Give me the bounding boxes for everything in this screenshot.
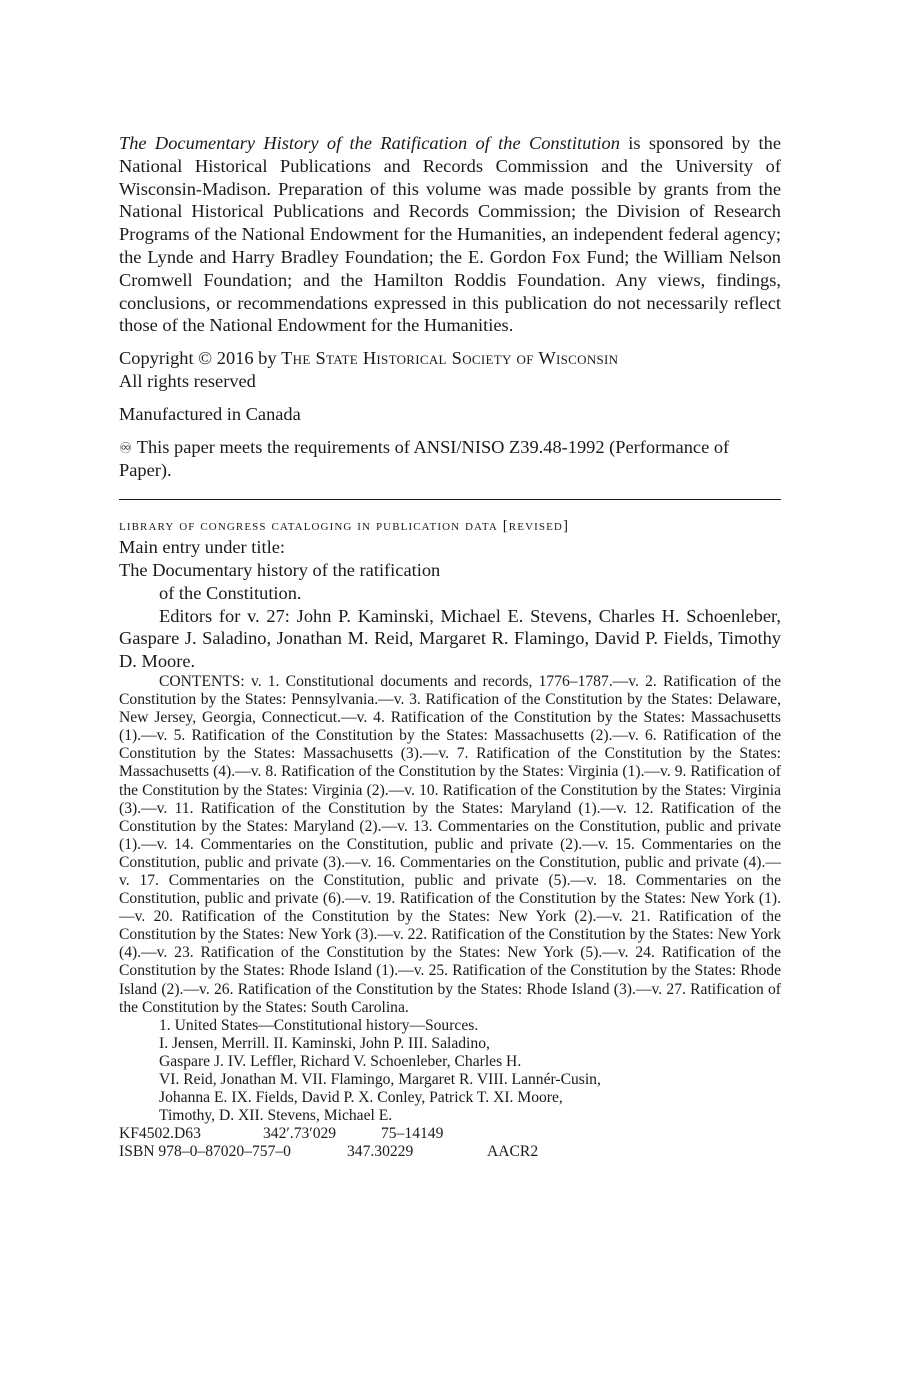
title-line-2: of the Constitution. xyxy=(159,582,302,603)
title-line-1: The Documentary history of the ratification xyxy=(119,559,441,580)
lccn: 75–14149 xyxy=(381,1125,444,1143)
added-entry-line: I. Jensen, Merrill. II. Kaminski, John P. III. Saladino, xyxy=(159,1034,490,1052)
added-entry-line: Gaspare J. IV. Leffler, Richard V. Schoenleber, Charles H. xyxy=(159,1052,522,1070)
rights-reserved: All rights reserved xyxy=(119,370,256,391)
copyright-line: Copyright © 2016 by xyxy=(119,348,282,369)
manufactured-line: Manufactured in Canada xyxy=(119,403,301,424)
series-title: The Documentary History of the Ratification of the Constitution xyxy=(119,133,620,153)
copyright-page xyxy=(119,132,781,1161)
sponsor-text: is sponsored by the National Historical Publications and Records Commission and the University of Wisconsin-Madison. Preparation of this volume was made possible by grants from the National Historical Publications and Records Commission; the Division of Research Programs of the National Endowment for the Humanities, an independent federal agency; the Lynde and Harry Bradley Foundation; the E. Gordon Fox Fund; the William Nelson Cromwell Foundation; and the Hamilton Roddis Foundation. Any views, findings, conclusions, or recommendations expressed in this publication do not necessarily reflect those of the National Endowment for the Humanities. xyxy=(119,133,782,336)
paper-notice xyxy=(119,436,781,483)
infinity-paper-icon: ♾ xyxy=(119,438,133,457)
added-entry-line: Johanna E. IX. Fields, David P. X. Conley, Patrick T. XI. Moore, xyxy=(159,1089,563,1107)
classification-row xyxy=(119,1125,781,1143)
added-entry-line: VI. Reid, Jonathan M. VII. Flamingo, Margaret R. VIII. Lannér-Cusin, xyxy=(159,1071,601,1088)
sponsor-paragraph xyxy=(119,132,781,337)
isbn-row xyxy=(119,1143,781,1161)
cataloging-rules: AACR2 xyxy=(487,1143,539,1161)
subject-heading: 1. United States—Constitutional history—Sources. xyxy=(159,1016,479,1034)
isbn: ISBN 978–0–87020–757–0 xyxy=(119,1143,291,1161)
cip-heading: library of congress cataloging in publication data [revised] xyxy=(119,518,570,535)
section-divider xyxy=(119,499,781,500)
lc-call-number: KF4502.D63 xyxy=(119,1125,201,1143)
contents-note: CONTENTS: v. 1. Constitutional documents and records, 1776–1787.—v. 2. Ratification of the Constitution by the States: Pennsylvania.—v. 3. Ratification of the Constitution by the States: Delaware, New Jersey, Georgia, Connecticut.—v. 4. Ratification of the Constitution by the States: Massachusetts (1).—v. 5. Ratification of the Constitution by the States: Massachusetts (2).—v. 6. Ratification of the Constitution by the States: Massachusetts (3).—v. 7. Ratification of the Constitution by the States: Massachusetts (4).—v. 8. Ratification of the Constitution by the States: Virginia (1).—v. 9. Ratification of the Constitution by the States: Virginia (2).—v. 10. Ratification of the Constitution by the States: Virginia (3).—v. 11. Ratification of the Constitution by the States: Maryland (1).—v. 12. Ratification of the Constitution by the States: Maryland (2).—v. 13. Commentaries on the Constitution, public and private (1).—v. 14. Commentaries on the Constitution, public and private (2).—v. 15. Commentaries on the Constitution, public and private (3).—v. 16. Commentaries on the Constitution, public and private (4).—v. 17. Commentaries on the Constitution, public and private (5).—v. 18. Commentaries on the Constitution, public and private (6).—v. 19. Ratification of the Constitution by the States: New York (1).—v. 20. Ratification of the Constitution by the States: New York (2).—v. 21. Ratification of the Constitution by the States: New York (3).—v. 22. Ratification of the Constitution by the States: New York (4).—v. 23. Ratification of the Constitution by the States: New York (5).—v. 24. Ratification of the Constitution by the States: Rhode Island (1).—v. 25. Ratification of the Constitution by the States: Rhode Island (2).—v. 26. Ratification of the Constitution by the States: Rhode Island (3).—v. 27. Ratification of the Constitution by the States: South Carolina. xyxy=(119,672,781,1016)
dewey-number: 342′.73′029 xyxy=(263,1125,337,1143)
dewey-alt: 347.30229 xyxy=(347,1143,414,1161)
publisher-name: The State Historical Society of Wisconsin xyxy=(281,348,619,369)
copyright-notice xyxy=(119,347,781,370)
paper-text: This paper meets the requirements of ANSI/NISO Z39.48-1992 (Performance of Paper). xyxy=(119,436,730,481)
editors-statement: Editors for v. 27: John P. Kaminski, Michael E. Stevens, Charles H. Schoenleber, Gaspare J. Saladino, Jonathan M. Reid, Margaret R. Flamingo, David P. Fields, Timothy D. Moore. xyxy=(119,605,781,672)
main-entry: Main entry under title: xyxy=(119,537,285,558)
added-entry-line: Timothy, D. XII. Stevens, Michael E. xyxy=(159,1107,393,1125)
